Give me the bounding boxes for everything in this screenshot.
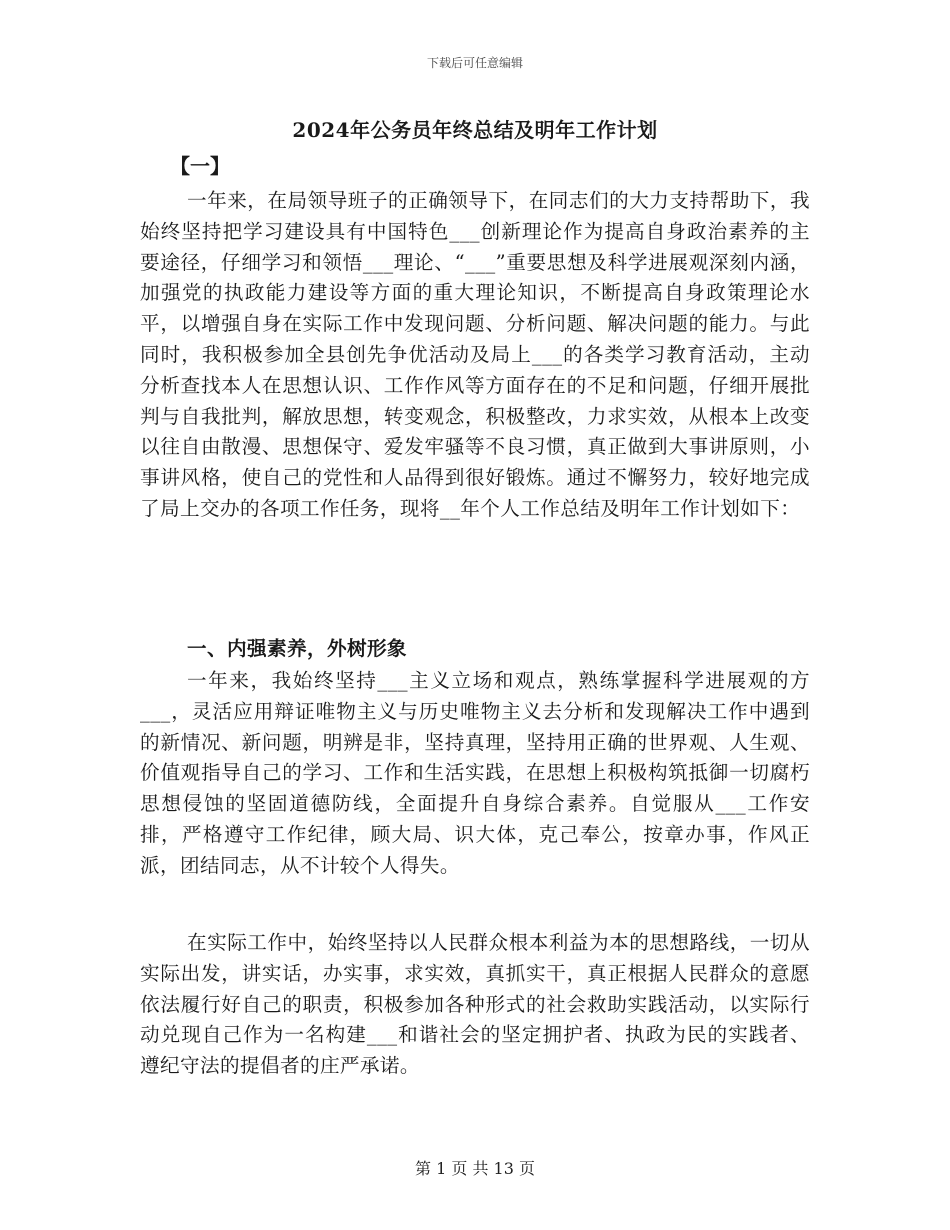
paragraph-body-1: 一年来，我始终坚持___主义立场和观点，熟练掌握科学进展观的方___，灵活应用辩证唯物主义与历史唯物主义去分析和发现解决工作中遇到的新情况、新问题，明辨是非，坚持真理，坚持用正确的世界观、人生观、价值观指导自己的学习、工作和生活实践，在思想上积极构筑抵御一切腐朽思想侵蚀的坚固道德防线，全面提升自身综合素养。自觉服从___工作安排，严格遵守工作纪律，顾大局、识大体，克己奉公，按章办事，作风正派，团结同志，从不计较个人得失。 [140,669,810,877]
paragraph-body-2: 在实际工作中，始终坚持以人民群众根本利益为本的思想路线，一切从实际出发，讲实话，办实事，求实效，真抓实干，真正根据人民群众的意愿依法履行好自己的职责，积极参加各种形式的社会救助实践活动，以实际行动兑现自己作为一名构建___和谐社会的坚定拥护者、执政为民的实践者、遵纪守法的提倡者的庄严承诺。 [140,931,810,1078]
section-heading: 一、内强素养，外树形象 [187,637,407,660]
paragraph-intro: 一年来，在局领导班子的正确领导下，在同志们的大力支持帮助下，我始终坚持把学习建设具有中国特色___创新理论作为提高自身政治素养的主要途径，仔细学习和领悟___理论、“___”重要思想及科学进展观深刻内涵，加强党的执政能力建设等方面的重大理论知识，不断提高自身政策理论水平，以增强自身在实际工作中发现问题、分析问题、解决问题的能力。与此同时，我积极参加全县创先争优活动及局上___的各类学习教育活动，主动分析查找本人在思想认识、工作作风等方面存在的不足和问题，仔细开展批判与自我批判，解放思想，转变观念，积极整改，力求实效，从根本上改变以往自由散漫、思想保守、爱发牢骚等不良习惯，真正做到大事讲原则，小事讲风格，使自己的党性和人品得到很好锻炼。通过不懈努力，较好地完成了局上交办的各项工作任务，现将__年个人工作总结及明年工作计划如下： [140,189,810,520]
page-number-footer: 第 1 页 共 13 页 [415,1159,535,1178]
header-note: 下载后可任意编辑 [426,56,523,70]
document-title: 2024年公务员年终总结及明年工作计划 [292,118,658,142]
section-mark: 【一】 [170,154,230,178]
